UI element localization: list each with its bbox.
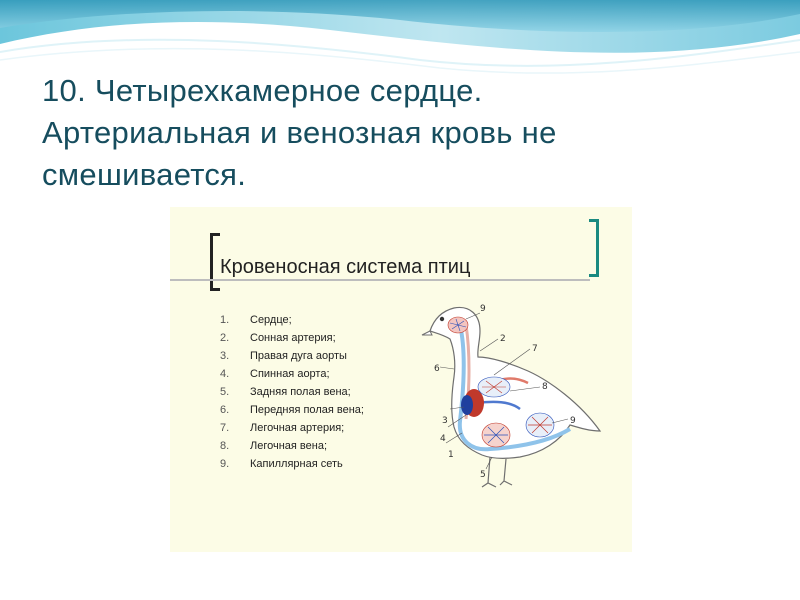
legend-item (220, 383, 364, 401)
legend-text: Легочная вена; (250, 440, 328, 452)
legend-item (220, 455, 364, 473)
diagram-label: 1 (448, 450, 454, 460)
legend-number: 4. (220, 368, 230, 380)
circulatory-system-figure (170, 207, 632, 552)
legend-number: 8. (220, 440, 230, 452)
legend-number: 2. (220, 332, 230, 344)
legend-item (220, 347, 364, 365)
diagram-label: 3 (442, 416, 448, 426)
legend-item (220, 329, 364, 347)
bird-circulation-diagram (420, 291, 620, 501)
legend-text: Спинная аорта; (250, 368, 330, 380)
figure-divider (170, 279, 590, 281)
legend-number: 9. (220, 458, 230, 470)
diagram-label: 6 (434, 364, 440, 374)
legend-text: Сонная артерия; (250, 332, 336, 344)
legend-item (220, 365, 364, 383)
legend-number: 7. (220, 422, 230, 434)
legend-item (220, 419, 364, 437)
legend-text: Легочная артерия; (250, 422, 345, 434)
legend-item (220, 437, 364, 455)
legend-text: Правая дуга аорты (250, 350, 347, 362)
right-bracket-decoration (589, 219, 599, 277)
legend-text: Передняя полая вена; (250, 404, 364, 416)
legend-item (220, 401, 364, 419)
legend-number: 1. (220, 314, 230, 326)
slide-title-line: Артериальная и венозная кровь не (42, 115, 557, 150)
bird-beak (422, 331, 432, 335)
legend-text: Капиллярная сеть (250, 458, 343, 470)
bird-eye (440, 317, 444, 321)
diagram-label: 2 (500, 334, 506, 344)
left-bracket-decoration (210, 233, 220, 291)
heart-right-side (461, 395, 473, 415)
legend-text: Задняя полая вена; (250, 386, 351, 398)
bird-leg (500, 459, 512, 485)
diagram-label: 9 (480, 304, 486, 314)
legend-number: 6. (220, 404, 230, 416)
diagram-label: 9 (570, 416, 576, 426)
slide-title-line: 10. Четырехкамерное сердце. (42, 73, 483, 108)
diagram-label: 5 (480, 470, 486, 480)
legend-number: 5. (220, 386, 230, 398)
slide-title (42, 70, 762, 196)
slide-title-line: смешивается. (42, 157, 247, 192)
legend-text: Сердце; (250, 314, 292, 326)
diagram-label: 7 (532, 344, 538, 354)
figure-title: Кровеносная система птиц (220, 256, 471, 278)
legend-number: 3. (220, 350, 230, 362)
diagram-label: 4 (440, 434, 446, 444)
diagram-label: 8 (542, 382, 548, 392)
legend-list (220, 311, 364, 473)
legend-item (220, 311, 364, 329)
